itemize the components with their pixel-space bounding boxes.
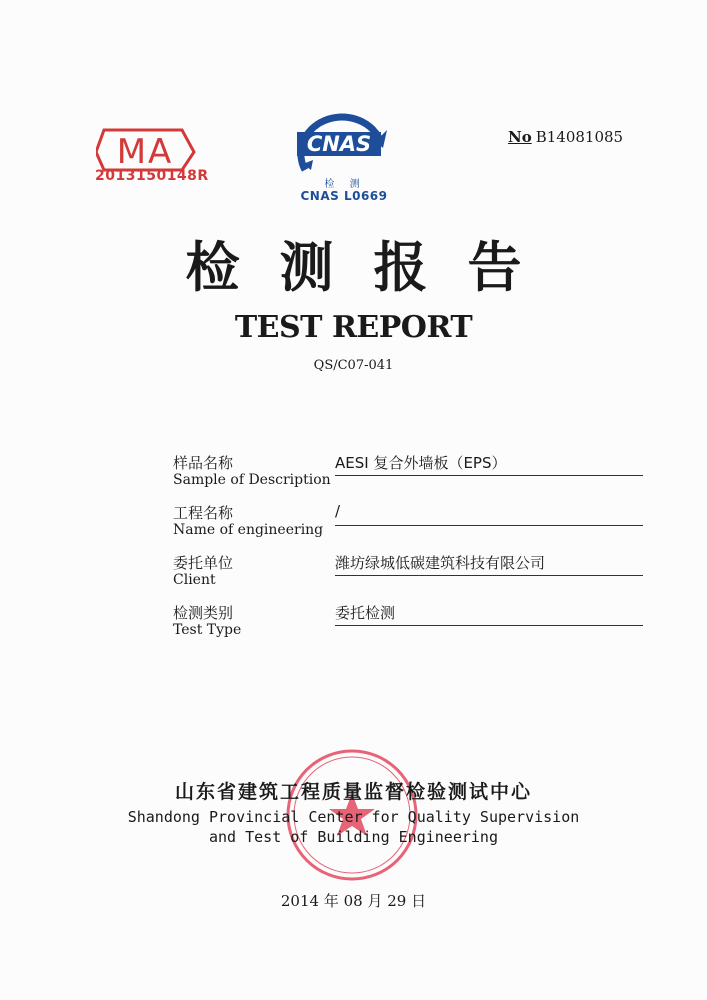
- field-label-cn: 委托单位: [173, 554, 234, 572]
- report-number-value: B14081085: [535, 128, 624, 146]
- center-name-en-line2: and Test of Building Engineering: [209, 828, 498, 846]
- field-test-type: [173, 602, 653, 652]
- title-chinese: 检测报告: [185, 236, 562, 299]
- center-name-en-line1: Shandong Provincial Center for Quality Supervision: [127, 808, 580, 826]
- title-english: TEST REPORT: [234, 310, 473, 345]
- field-label-en: Test Type: [173, 622, 242, 638]
- report-info-fields: [173, 452, 653, 652]
- number-mark: No: [508, 128, 532, 146]
- ma-certificate-number: 2013150148R: [95, 168, 209, 184]
- center-name-cn: 山东省建筑工程质量监督检验测试中心: [174, 781, 532, 803]
- svg-text:MA: MA: [116, 132, 174, 172]
- field-label-en: Sample of Description: [173, 472, 331, 488]
- cnas-code: CNAS L0669: [300, 189, 388, 203]
- field-value: 委托检测: [335, 602, 643, 626]
- document-code: QS/C07-041: [313, 358, 394, 373]
- field-value: 潍坊绿城低碳建筑科技有限公司: [335, 552, 643, 576]
- field-label-cn: 样品名称: [173, 454, 234, 472]
- field-client: [173, 552, 653, 602]
- report-date: 2014 年 08 月 29 日: [280, 892, 427, 910]
- field-value: AESI 复合外墙板（EPS）: [335, 452, 643, 476]
- field-label-en: Client: [173, 572, 216, 588]
- field-label-cn: 检测类别: [173, 604, 234, 622]
- field-label-en: Name of engineering: [173, 522, 324, 538]
- svg-text:CNAS: CNAS: [306, 132, 372, 156]
- field-sample: [173, 452, 653, 502]
- field-label-cn: 工程名称: [173, 504, 234, 522]
- field-engineering: [173, 502, 653, 552]
- field-value: /: [335, 502, 643, 526]
- report-number: [508, 128, 623, 146]
- cnas-subtitle: 检 测: [324, 179, 366, 190]
